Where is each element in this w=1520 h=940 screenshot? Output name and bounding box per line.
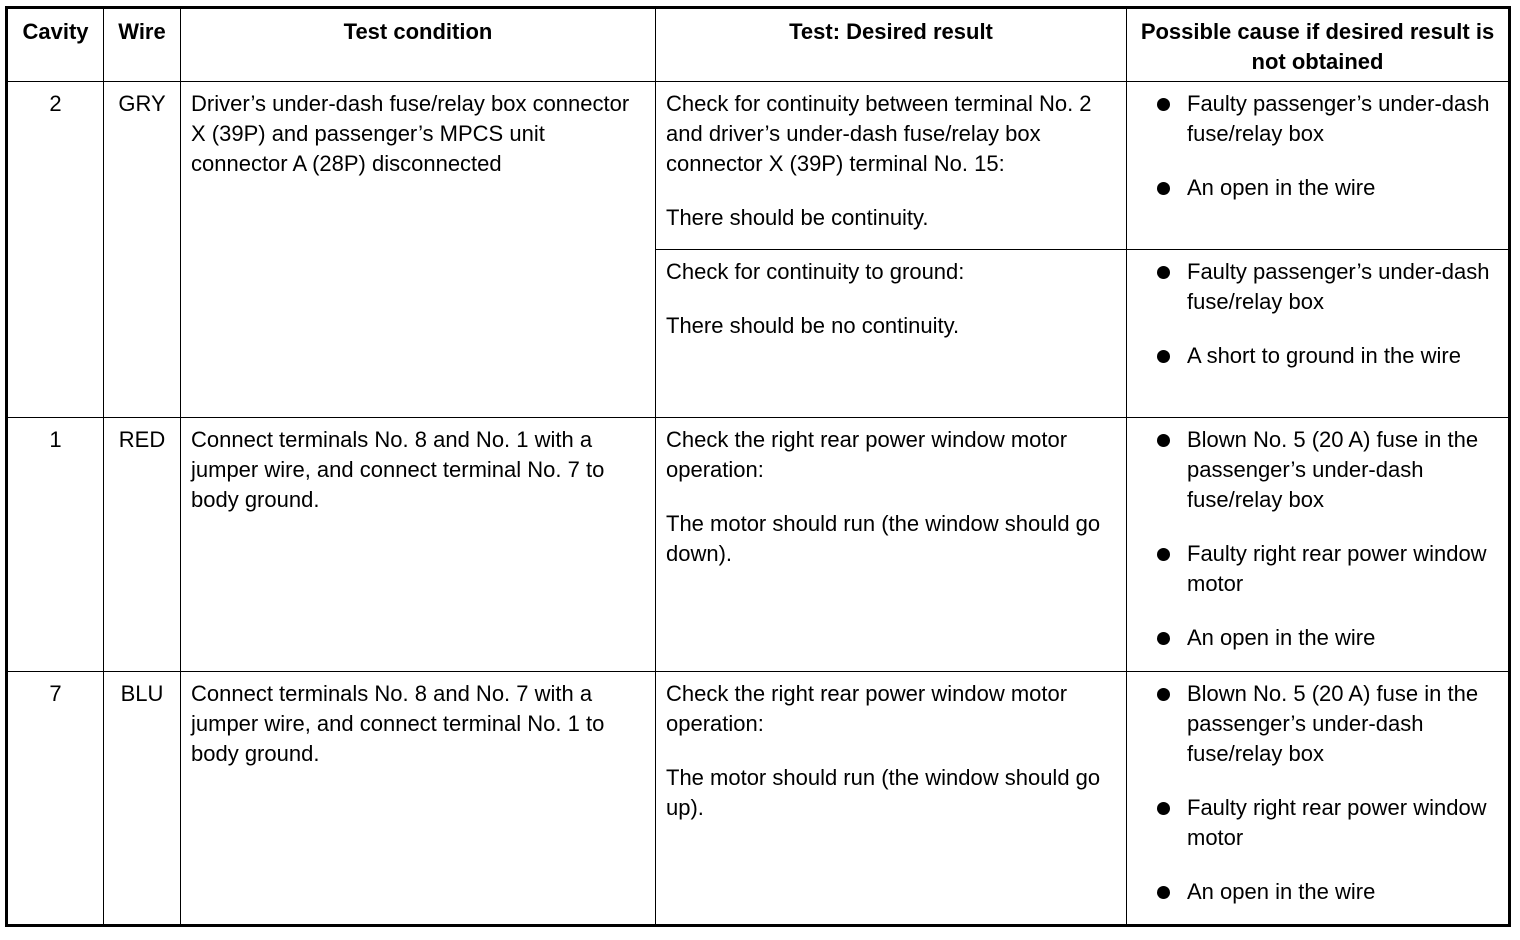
bullet-icon (1157, 98, 1170, 111)
cause-item (1137, 679, 1498, 769)
test-condition-text: Connect terminals No. 8 and No. 1 with a jumper wire, and connect terminal No. 7 to body ground. (191, 427, 605, 512)
cause-item (1137, 425, 1498, 515)
cause-text: A short to ground in the wire (1187, 343, 1461, 368)
desired-result-cell (656, 672, 1127, 926)
test-condition-text: Driver’s under-dash fuse/relay box connector X (39P) and passenger’s MPCS unit connector A (28P) disconnected (191, 91, 630, 176)
wire-cell: GRY (104, 82, 181, 418)
troubleshooting-table (5, 6, 1511, 927)
expected-text: There should be continuity. (666, 205, 929, 230)
bullet-icon (1157, 688, 1170, 701)
bullet-icon (1157, 548, 1170, 561)
bullet-icon (1157, 350, 1170, 363)
header-row (7, 8, 1510, 82)
cause-item (1137, 793, 1498, 853)
cavity-cell: 7 (7, 672, 104, 926)
header-cavity: Cavity (7, 8, 104, 82)
cavity-cell: 1 (7, 418, 104, 672)
test-condition-cell (181, 82, 656, 418)
bullet-icon (1157, 802, 1170, 815)
cause-text: An open in the wire (1187, 175, 1376, 200)
cause-text: Faulty passenger’s under-dash fuse/relay box (1187, 259, 1490, 314)
bullet-icon (1157, 632, 1170, 645)
header-possible-cause: Possible cause if desired result is not obtained (1127, 8, 1510, 82)
troubleshooting-table-wrapper (5, 6, 1511, 927)
bullet-icon (1157, 266, 1170, 279)
cause-item (1137, 89, 1498, 149)
bullet-icon (1157, 434, 1170, 447)
cause-item (1137, 173, 1498, 203)
table-row (7, 82, 1510, 250)
cause-text: Faulty right rear power window motor (1187, 541, 1487, 596)
possible-cause-cell (1127, 418, 1510, 672)
cause-item (1137, 623, 1498, 653)
cause-list (1137, 679, 1498, 907)
cause-text: An open in the wire (1187, 879, 1376, 904)
cause-list (1137, 257, 1498, 371)
cause-item (1137, 341, 1498, 371)
possible-cause-cell (1127, 250, 1510, 418)
cause-list (1137, 425, 1498, 653)
expected-text: There should be no continuity. (666, 313, 960, 338)
cause-text: Faulty right rear power window motor (1187, 795, 1487, 850)
cause-text: An open in the wire (1187, 625, 1376, 650)
possible-cause-cell (1127, 672, 1510, 926)
header-wire: Wire (104, 8, 181, 82)
cause-item (1137, 257, 1498, 317)
test-condition-text: Connect terminals No. 8 and No. 7 with a jumper wire, and connect terminal No. 1 to body ground. (191, 681, 605, 766)
bullet-icon (1157, 886, 1170, 899)
expected-text: The motor should run (the window should go down). (666, 511, 1101, 566)
check-text: Check the right rear power window motor operation: (666, 681, 1068, 736)
check-text: Check for continuity between terminal No. 2 and driver’s under-dash fuse/relay box connector X (39P) terminal No. 15: (666, 91, 1092, 176)
table-row (7, 672, 1510, 926)
test-condition-cell (181, 418, 656, 672)
wire-cell: BLU (104, 672, 181, 926)
header-test-condition: Test condition (181, 8, 656, 82)
expected-text: The motor should run (the window should go up). (666, 765, 1101, 820)
cause-text: Blown No. 5 (20 A) fuse in the passenger’s under-dash fuse/relay box (1187, 427, 1479, 512)
cause-item (1137, 539, 1498, 599)
cavity-cell: 2 (7, 82, 104, 418)
bullet-icon (1157, 182, 1170, 195)
desired-result-cell (656, 418, 1127, 672)
desired-result-cell (656, 82, 1127, 250)
wire-cell: RED (104, 418, 181, 672)
check-text: Check for continuity to ground: (666, 259, 965, 284)
test-condition-cell (181, 672, 656, 926)
check-text: Check the right rear power window motor operation: (666, 427, 1068, 482)
possible-cause-cell (1127, 82, 1510, 250)
table-row (7, 418, 1510, 672)
cause-text: Faulty passenger’s under-dash fuse/relay box (1187, 91, 1490, 146)
cause-text: Blown No. 5 (20 A) fuse in the passenger’s under-dash fuse/relay box (1187, 681, 1479, 766)
cause-item (1137, 877, 1498, 907)
header-desired-result: Test: Desired result (656, 8, 1127, 82)
cause-list (1137, 89, 1498, 203)
desired-result-cell (656, 250, 1127, 418)
